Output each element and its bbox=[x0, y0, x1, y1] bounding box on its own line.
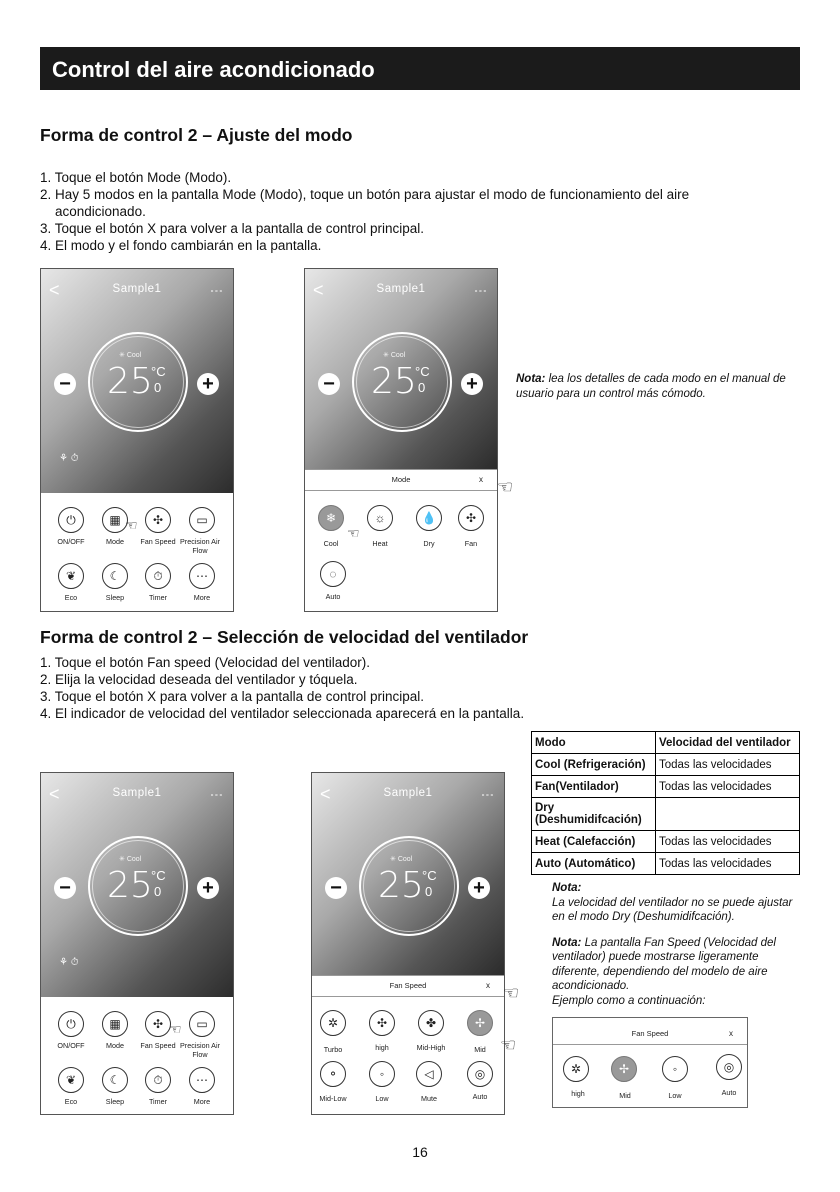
high-icon[interactable]: ✲ bbox=[563, 1056, 589, 1082]
tap-hand-icon: ☜ bbox=[500, 1035, 517, 1055]
button-label: More bbox=[193, 593, 211, 602]
eco-icon[interactable]: ❦ bbox=[58, 563, 84, 589]
button-label: Sleep bbox=[105, 593, 125, 602]
table-cell: Cool (Refrigeración) bbox=[532, 754, 656, 776]
cool-indicator: ✳ Cool bbox=[119, 856, 142, 863]
tap-hand-icon: ☜ bbox=[125, 517, 138, 533]
table-cell: Fan(Ventilador) bbox=[532, 776, 656, 798]
page-banner: Control del aire acondicionado bbox=[40, 47, 800, 90]
heat-icon[interactable]: ☼ bbox=[367, 505, 393, 531]
more-icon[interactable]: ⋯ bbox=[189, 563, 215, 589]
step: 3. Toque el botón X para volver a la pantalla de control principal. bbox=[40, 221, 424, 236]
control-screen bbox=[305, 269, 497, 469]
mute-icon[interactable]: ◁ bbox=[416, 1061, 442, 1087]
cool-indicator: ✳ Cool bbox=[383, 352, 406, 359]
phone-fan-panel bbox=[311, 772, 505, 1115]
temperature-unit: °C bbox=[151, 364, 166, 379]
fan-label: Auto bbox=[721, 1088, 737, 1097]
example-panel-header bbox=[553, 1024, 747, 1045]
button-label: Timer bbox=[148, 1097, 168, 1106]
table-header: Velocidad del ventilador bbox=[656, 732, 800, 754]
button-label: ON/OFF bbox=[57, 1041, 85, 1050]
air-flow-icon[interactable]: ▭ bbox=[189, 507, 215, 533]
fan-label: Mute bbox=[421, 1094, 437, 1103]
more-icon[interactable]: ⋯ bbox=[189, 1067, 215, 1093]
mid-icon[interactable]: ✢ bbox=[611, 1056, 637, 1082]
fan-panel-header bbox=[312, 975, 504, 997]
power-icon[interactable]: ⏻ bbox=[58, 507, 84, 533]
step: 1. Toque el botón Mode (Modo). bbox=[40, 170, 232, 185]
device-title: Sample1 bbox=[383, 787, 433, 799]
table-cell: Todas las velocidades bbox=[656, 754, 800, 776]
table-cell: Todas las velocidades bbox=[656, 853, 800, 875]
sleep-icon[interactable]: ☾ bbox=[102, 1067, 128, 1093]
more-menu-icon[interactable]: ∘∘∘ bbox=[209, 288, 223, 295]
fan-panel-title: Fan Speed bbox=[389, 981, 427, 990]
section2-steps bbox=[40, 654, 524, 722]
decrease-temp-button[interactable]: − bbox=[325, 877, 347, 899]
step: 3. Toque el botón X para volver a la pantalla de control principal. bbox=[40, 689, 424, 704]
mode-label: Dry bbox=[423, 539, 435, 548]
note-mode bbox=[516, 372, 806, 401]
button-label: Fan Speed bbox=[140, 1041, 176, 1050]
fan-timer-status-icon: ⚘ ⏱ bbox=[59, 453, 79, 464]
table-header: Modo bbox=[532, 732, 656, 754]
increase-temp-button[interactable]: + bbox=[468, 877, 490, 899]
auto-fan-icon[interactable]: ◎ bbox=[716, 1054, 742, 1080]
fan-label: Auto bbox=[472, 1092, 488, 1101]
device-title: Sample1 bbox=[112, 787, 162, 799]
table-row bbox=[532, 776, 800, 798]
button-label: More bbox=[193, 1097, 211, 1106]
decrease-temp-button[interactable]: − bbox=[54, 373, 76, 395]
tap-hand-icon: ☜ bbox=[503, 983, 520, 1003]
timer-icon[interactable]: ⏱ bbox=[145, 1067, 171, 1093]
auto-fan-icon[interactable]: ◎ bbox=[467, 1061, 493, 1087]
button-label: Precision Air Flow bbox=[180, 537, 220, 555]
decrease-temp-button[interactable]: − bbox=[318, 373, 340, 395]
step: 2. Hay 5 modos en la pantalla Mode (Modo), toque un botón para ajustar el modo de funcionamiento del aire bbox=[40, 187, 690, 202]
mid-high-icon[interactable]: ✤ bbox=[418, 1010, 444, 1036]
mode-panel-title: Mode bbox=[391, 475, 411, 484]
fan-speed-icon[interactable]: ✣ bbox=[145, 1011, 171, 1037]
back-icon[interactable]: < bbox=[49, 280, 60, 300]
table-row bbox=[532, 798, 800, 831]
more-menu-icon[interactable]: ∘∘∘ bbox=[209, 792, 223, 799]
table-cell: Auto (Automático) bbox=[532, 853, 656, 875]
sleep-icon[interactable]: ☾ bbox=[102, 563, 128, 589]
fan-label: Mid bbox=[619, 1091, 631, 1100]
control-screen bbox=[41, 269, 233, 495]
section1-steps bbox=[40, 169, 689, 254]
eco-icon[interactable]: ❦ bbox=[58, 1067, 84, 1093]
table-cell: Heat (Calefacción) bbox=[532, 831, 656, 853]
table-row bbox=[532, 853, 800, 875]
cool-indicator: ✳ Cool bbox=[390, 856, 413, 863]
fan-label: Turbo bbox=[323, 1045, 343, 1054]
back-icon[interactable]: < bbox=[49, 784, 60, 804]
page-number: 16 bbox=[412, 1144, 428, 1160]
timer-icon[interactable]: ⏱ bbox=[145, 563, 171, 589]
tap-hand-icon: ☜ bbox=[497, 477, 514, 497]
table-row bbox=[532, 831, 800, 853]
dry-icon[interactable]: 💧 bbox=[416, 505, 442, 531]
fan-label: Mid-Low bbox=[319, 1094, 347, 1103]
increase-temp-button[interactable]: + bbox=[461, 373, 483, 395]
mode-fan-table bbox=[531, 731, 800, 875]
table-cell: Todas las velocidades bbox=[656, 776, 800, 798]
fan-label: high bbox=[375, 1043, 389, 1052]
button-label: Eco bbox=[64, 1097, 78, 1106]
air-flow-icon[interactable]: ▭ bbox=[189, 1011, 215, 1037]
fan-timer-status-icon: ⚘ ⏱ bbox=[59, 957, 79, 968]
function-dock bbox=[41, 997, 233, 1114]
close-button[interactable]: x bbox=[486, 981, 490, 990]
tap-hand-icon: ☜ bbox=[169, 1021, 182, 1037]
control-screen bbox=[41, 773, 233, 999]
note-text: lea los detalles de cada modo en el manual de usuario para un control más cómodo. bbox=[516, 373, 786, 400]
low-icon[interactable]: ◦ bbox=[662, 1056, 688, 1082]
section1-heading: Forma de control 2 – Ajuste del modo bbox=[40, 125, 353, 145]
table-cell: Dry (Deshumidifcación) bbox=[532, 798, 656, 831]
temperature-unit: °C bbox=[422, 868, 437, 883]
table-cell: Todas las velocidades bbox=[656, 831, 800, 853]
button-label: Timer bbox=[148, 593, 168, 602]
cool-icon[interactable]: ❄ bbox=[318, 505, 344, 531]
note-text: Ejemplo como a continuación: bbox=[552, 994, 706, 1007]
mode-label: Fan bbox=[464, 539, 478, 548]
back-icon[interactable]: < bbox=[320, 784, 331, 804]
table-header-row bbox=[532, 732, 800, 754]
temperature-decimal: 0 bbox=[425, 884, 433, 899]
step: 4. El modo y el fondo cambiarán en la pantalla. bbox=[40, 238, 322, 253]
note-text: La velocidad del ventilador no se puede ajustar en el modo Dry (Deshumidifcación). bbox=[552, 896, 793, 923]
step: 4. El indicador de velocidad del ventilador seleccionada aparecerá en la pantalla. bbox=[40, 706, 525, 721]
decrease-temp-button[interactable]: − bbox=[54, 877, 76, 899]
close-button[interactable]: x bbox=[479, 475, 483, 484]
mode-label: Auto bbox=[325, 592, 341, 601]
button-label: Sleep bbox=[105, 1097, 125, 1106]
temperature-unit: °C bbox=[151, 868, 166, 883]
button-label: Fan Speed bbox=[140, 537, 176, 546]
temperature-value: 25 bbox=[107, 865, 153, 906]
phone-mode-panel bbox=[304, 268, 498, 612]
mode-label: Cool bbox=[323, 539, 339, 548]
button-label: Precision Air Flow bbox=[180, 1041, 220, 1059]
cool-indicator: ✳ Cool bbox=[119, 352, 142, 359]
step: 2. Elija la velocidad deseada del ventilador y tóquela. bbox=[40, 672, 358, 687]
function-dock bbox=[41, 493, 233, 611]
mode-icon[interactable]: ▦ bbox=[102, 1011, 128, 1037]
auto-icon[interactable]: ◌ bbox=[320, 561, 346, 587]
close-button[interactable]: x bbox=[729, 1029, 733, 1038]
fan-speed-icon[interactable]: ✣ bbox=[145, 507, 171, 533]
temperature-decimal: 0 bbox=[418, 380, 426, 395]
tap-hand-icon: ☜ bbox=[347, 525, 360, 541]
fan-label: high bbox=[571, 1089, 585, 1098]
mid-icon[interactable]: ✢ bbox=[467, 1010, 493, 1036]
button-label: Mode bbox=[106, 1041, 124, 1050]
table-row bbox=[532, 754, 800, 776]
step: acondicionado. bbox=[55, 204, 146, 219]
more-menu-icon[interactable]: ∘∘∘ bbox=[473, 288, 487, 295]
temperature-value: 25 bbox=[378, 865, 424, 906]
phone-main-1 bbox=[40, 268, 234, 612]
fan-label: Low bbox=[668, 1091, 682, 1100]
section2-heading: Forma de control 2 – Selección de velocidad del ventilador bbox=[40, 627, 529, 647]
example-panel-title: Fan Speed bbox=[631, 1029, 669, 1038]
back-icon[interactable]: < bbox=[313, 280, 324, 300]
fan-label: Mid-High bbox=[416, 1043, 446, 1052]
device-title: Sample1 bbox=[376, 283, 426, 295]
button-label: ON/OFF bbox=[57, 537, 85, 546]
temperature-value: 25 bbox=[371, 361, 417, 402]
fan-label: Mid bbox=[474, 1045, 486, 1054]
temperature-decimal: 0 bbox=[154, 380, 162, 395]
table-cell bbox=[656, 798, 800, 831]
button-label: Mode bbox=[106, 537, 124, 546]
button-label: Eco bbox=[64, 593, 78, 602]
note-label: Nota: bbox=[516, 373, 546, 385]
high-icon[interactable]: ✣ bbox=[369, 1010, 395, 1036]
mode-panel-header bbox=[305, 469, 497, 491]
mode-icon[interactable]: ▦ bbox=[102, 507, 128, 533]
temperature-unit: °C bbox=[415, 364, 430, 379]
control-screen bbox=[312, 773, 504, 975]
increase-temp-button[interactable]: + bbox=[197, 877, 219, 899]
temperature-decimal: 0 bbox=[154, 884, 162, 899]
more-menu-icon[interactable]: ∘∘∘ bbox=[480, 792, 494, 799]
phone-main-2 bbox=[40, 772, 234, 1115]
fan-icon[interactable]: ✣ bbox=[458, 505, 484, 531]
device-title: Sample1 bbox=[112, 283, 162, 295]
fan-label: Low bbox=[375, 1094, 389, 1103]
note-text: La pantalla Fan Speed (Velocidad del ventilador) puede mostrarse ligeramente diferente, dependiendo del modelo de aire acondicionado. bbox=[552, 936, 776, 992]
power-icon[interactable]: ⏻ bbox=[58, 1011, 84, 1037]
fan-notes bbox=[552, 881, 802, 1008]
temperature-value: 25 bbox=[107, 361, 153, 402]
turbo-icon[interactable]: ✲ bbox=[320, 1010, 346, 1036]
mode-label: Heat bbox=[372, 539, 388, 548]
mid-low-icon[interactable]: ⚬ bbox=[320, 1061, 346, 1087]
low-icon[interactable]: ◦ bbox=[369, 1061, 395, 1087]
note-label: Nota: bbox=[552, 882, 582, 894]
increase-temp-button[interactable]: + bbox=[197, 373, 219, 395]
step: 1. Toque el botón Fan speed (Velocidad del ventilador). bbox=[40, 655, 370, 670]
note-label: Nota: bbox=[552, 936, 582, 949]
example-fan-panel bbox=[552, 1017, 748, 1108]
